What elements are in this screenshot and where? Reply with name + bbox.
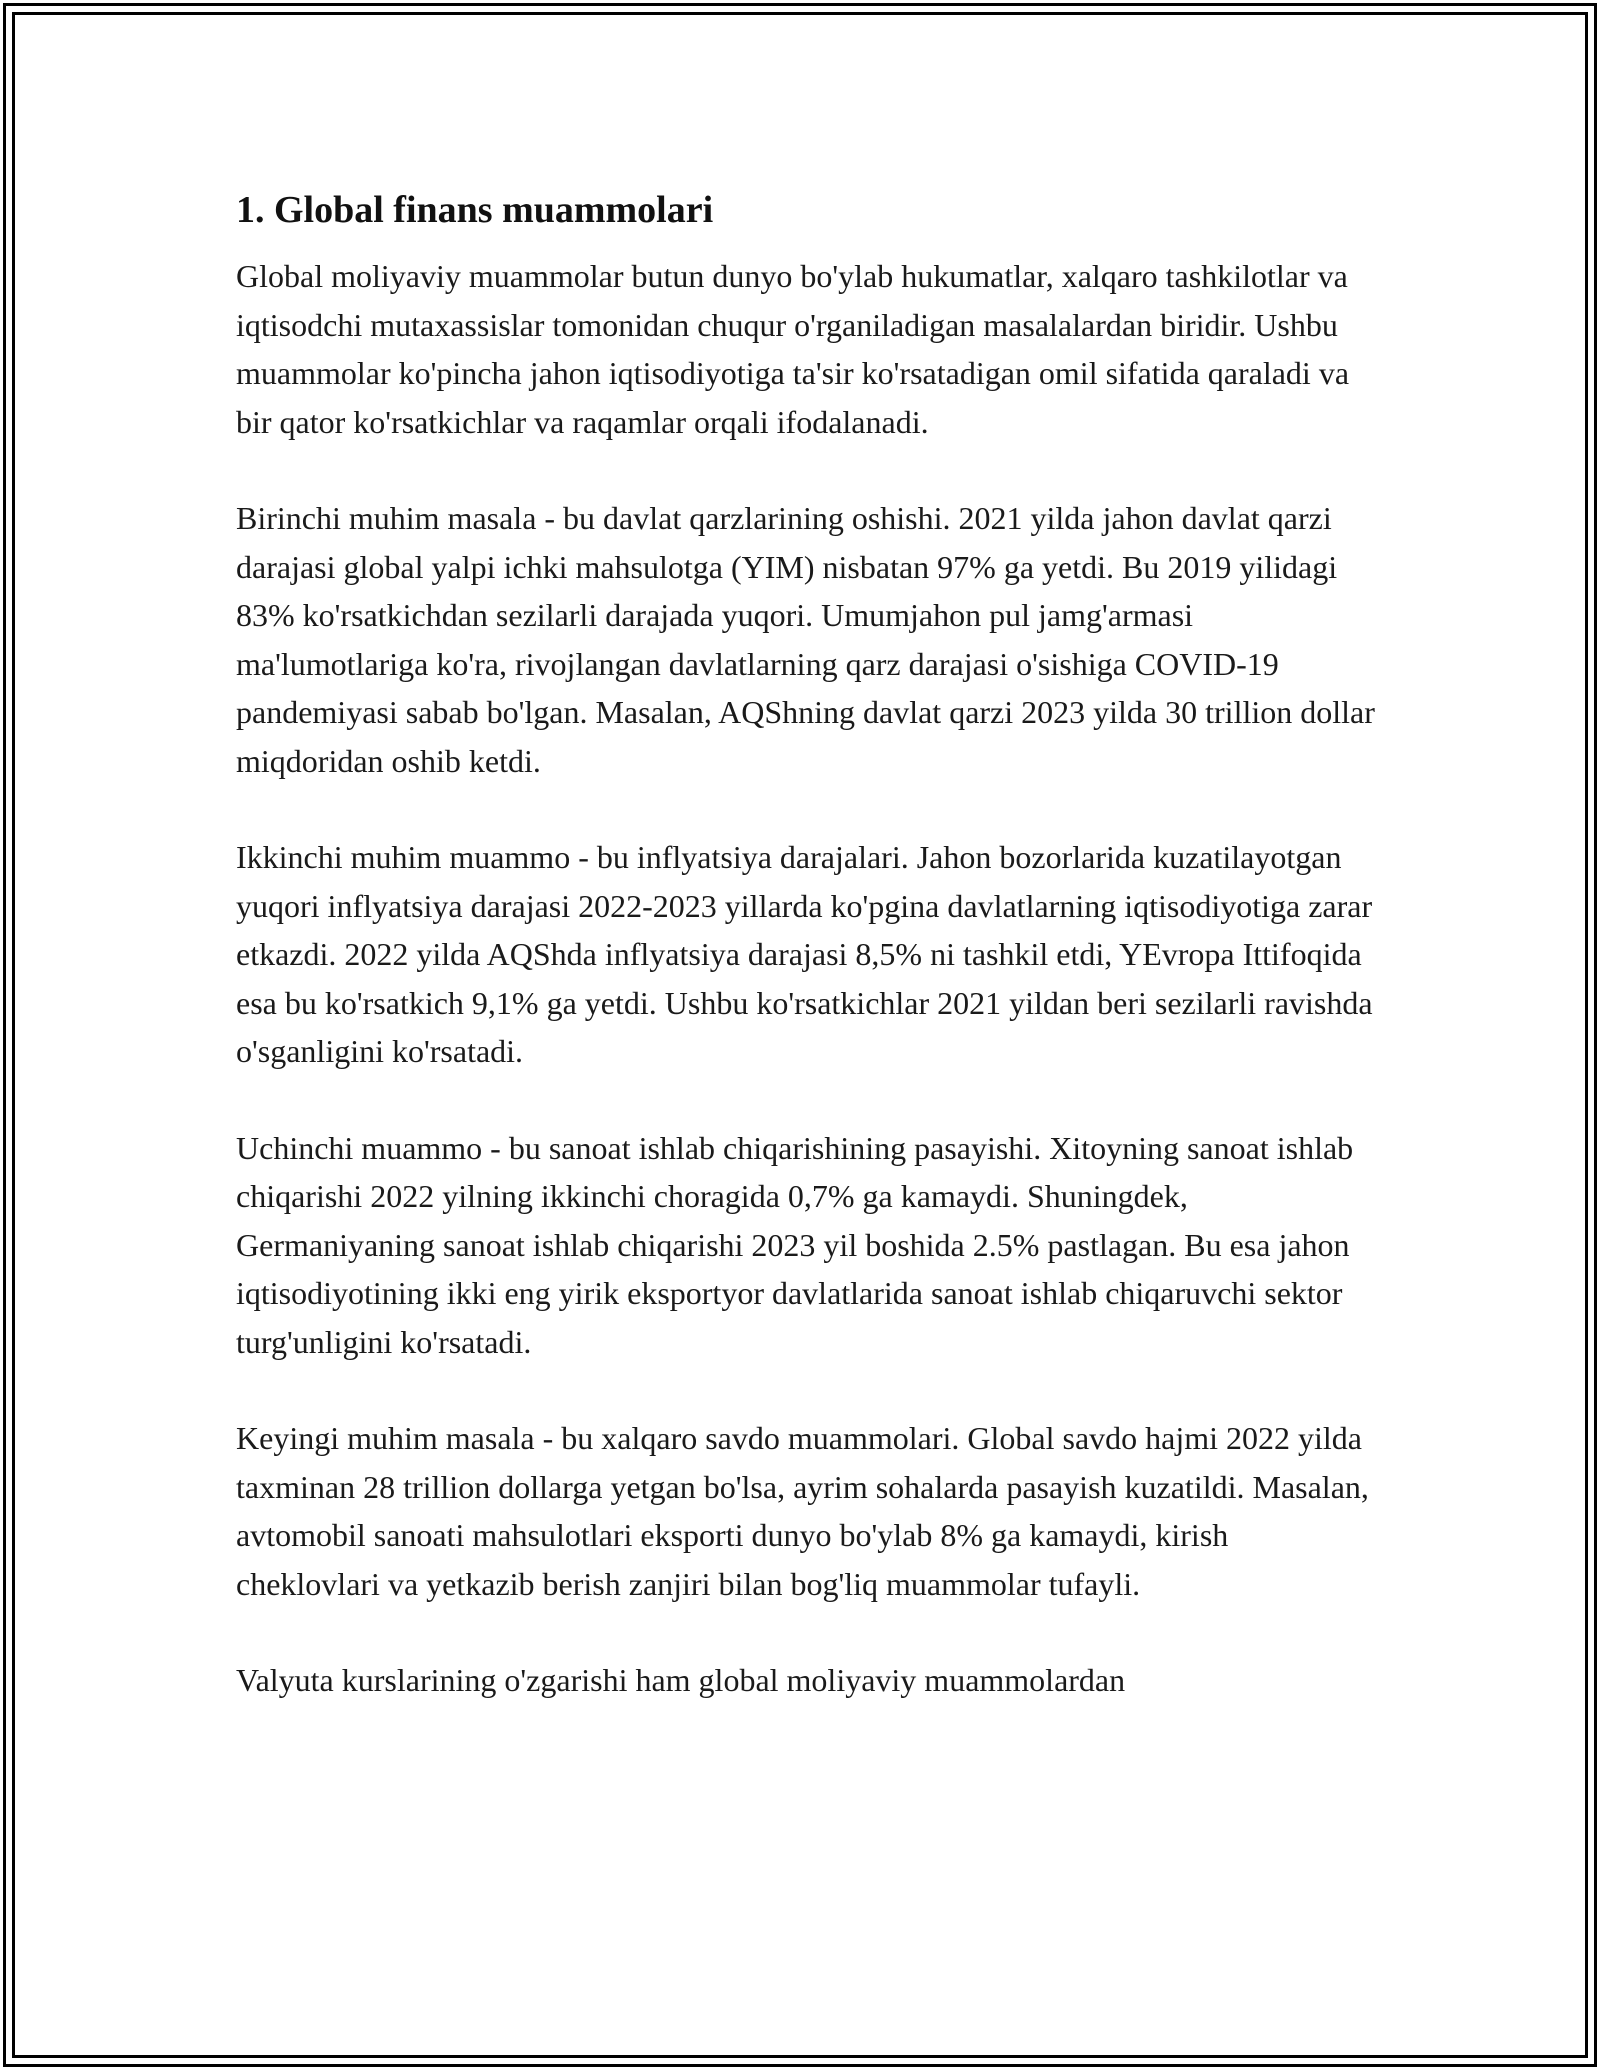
paragraph-intro: Global moliyaviy muammolar butun dunyo bo'ylab hukumatlar, xalqaro tashkilotlar va iqtisodchi mutaxassislar tomonidan chuqur o'rganiladigan masalalardan biridir. Ushbu muammolar ko'pincha jahon iqtisodiyotiga ta'sir ko'rsatadigan omil sifatida qaraladi va bir qator ko'rsatkichlar va raqamlar orqali ifodalanadi. [236, 258, 1350, 440]
paragraph-international-trade: Keyingi muhim masala - bu xalqaro savdo muammolari. Global savdo hajmi 2022 yilda taxminan 28 trillion dollarga yetgan bo'lsa, ayrim sohalarda pasayish kuzatildi. Masalan, avtomobil sanoati mahsulotlari eksporti dunyo bo'ylab 8% ga kamaydi, kirish cheklovlari va yetkazib berish zanjiri bilan bog'liq muammolar tufayli. [236, 1420, 1369, 1602]
section-title: 1. Global finans muammolari [236, 189, 714, 231]
document-body [236, 186, 1376, 1753]
paragraph-currency-rates: Valyuta kurslarining o'zgarishi ham global moliyaviy muammolardan [236, 1662, 1126, 1698]
paragraph-inflation: Ikkinchi muhim muammo - bu inflyatsiya darajalari. Jahon bozorlarida kuzatilayotgan yuqori inflyatsiya darajasi 2022-2023 yillarda ko'pgina davlatlarning iqtisodiyotiga zarar etkazdi. 2022 yilda AQShda inflyatsiya darajasi 8,5% ni tashkil etdi, YEvropa Ittifoqida esa bu ko'rsatkich 9,1% ga yetdi. Ushbu ko'rsatkichlar 2021 yildan beri sezilarli ravishda o'sganligini ko'rsatadi. [236, 839, 1373, 1069]
paragraph-industrial-production: Uchinchi muammo - bu sanoat ishlab chiqarishining pasayishi. Xitoyning sanoat ishlab chiqarishi 2022 yilning ikkinchi choragida 0,7% ga kamaydi. Shuningdek, Germaniyaning sanoat ishlab chiqarishi 2023 yil boshida 2.5% pastlagan. Bu esa jahon iqtisodiyotining ikki eng yirik eksportyor davlatlarida sanoat ishlab chiqaruvchi sektor turg'unligini ko'rsatadi. [236, 1129, 1354, 1360]
paragraph-public-debt: Birinchi muhim masala - bu davlat qarzlarining oshishi. 2021 yilda jahon davlat qarzi darajasi global yalpi ichki mahsulotga (YIM) nisbatan 97% ga yetdi. Bu 2019 yilidagi 83% ko'rsatkichdan sezilarli darajada yuqori. Umumjahon pul jamg'armasi ma'lumotlariga ko'ra, rivojlangan davlatlarning qarz darajasi o'sishiga COVID-19 pandemiyasi sabab bo'lgan. Masalan, AQShning davlat qarzi 2023 yilda 30 trillion dollar miqdoridan oshib ketdi. [236, 500, 1375, 779]
